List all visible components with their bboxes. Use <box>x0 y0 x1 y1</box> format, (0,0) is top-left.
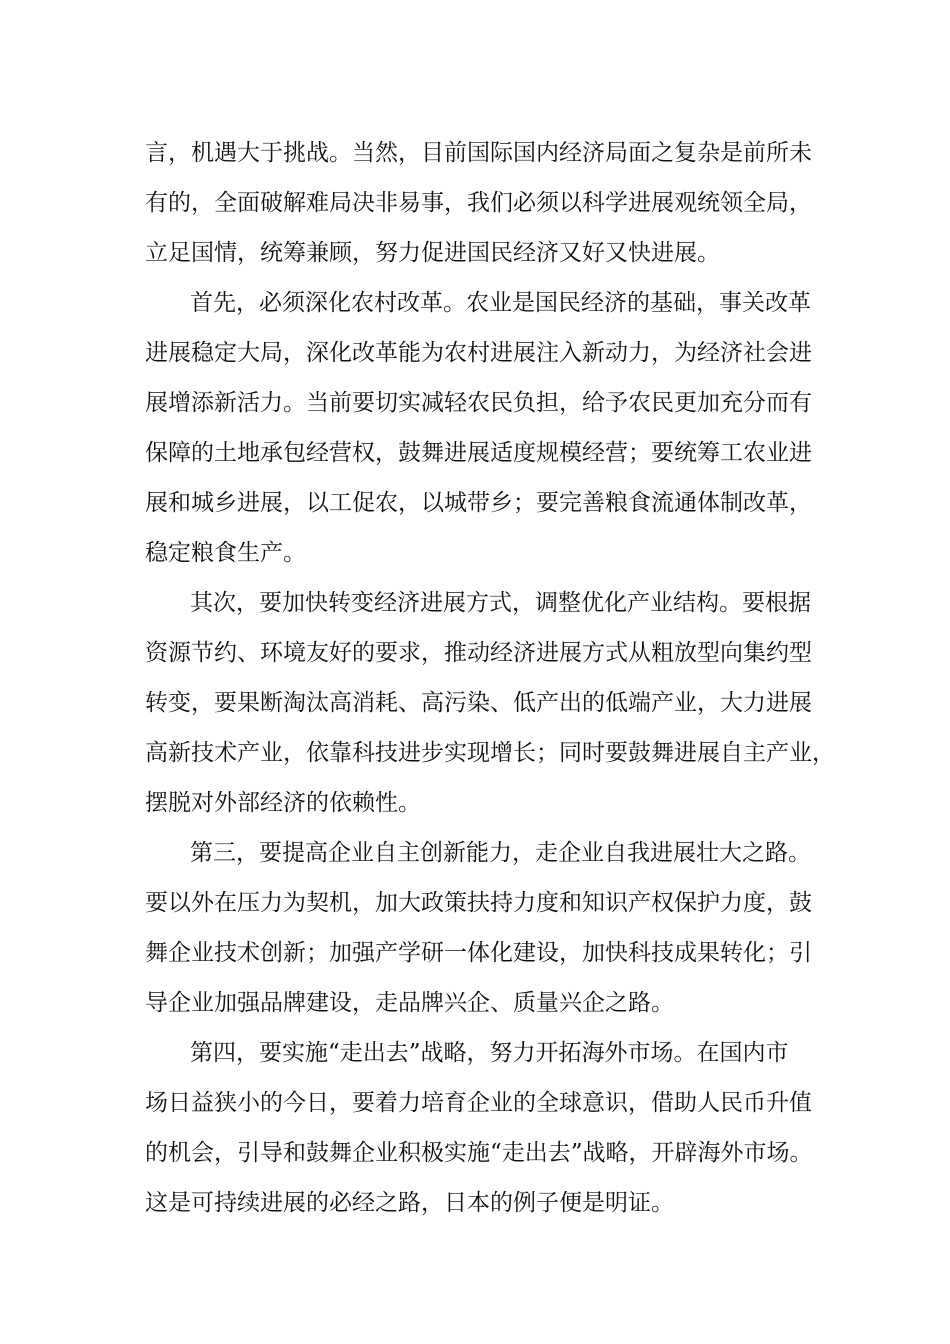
text-line: 场日益狭小的今日，要着力培育企业的全球意识，借助人民币升值 <box>145 1090 812 1116</box>
text-line: 言，机遇大于挑战。当然，目前国际国内经济局面之复杂是前所未 <box>145 140 812 166</box>
text-line: 首先，必须深化农村改革。农业是国民经济的基础，事关改革 <box>190 290 811 316</box>
text-line: 其次，要加快转变经济进展方式，调整优化产业结构。要根据 <box>190 590 811 616</box>
paragraph-going-global <box>145 1028 825 1228</box>
text-line: 高新技术产业，依靠科技进步实现增长；同时要鼓舞进展自主产业， <box>145 740 835 766</box>
paragraph-rural-reform <box>145 278 825 578</box>
text-line: 展和城乡进展，以工促农，以城带乡；要完善粮食流通体制改革， <box>145 490 812 516</box>
document-body <box>145 128 835 1228</box>
paragraph-innovation <box>145 828 825 1028</box>
text-line: 第四，要实施“走出去”战略，努力开拓海外市场。在国内市 <box>190 1040 789 1066</box>
text-line: 保障的土地承包经营权，鼓舞进展适度规模经营；要统筹工农业进 <box>145 440 812 466</box>
text-line: 有的，全面破解难局决非易事，我们必须以科学进展观统领全局， <box>145 190 812 216</box>
paragraph-continuation <box>145 128 825 278</box>
text-line: 导企业加强品牌建设，走品牌兴企、质量兴企之路。 <box>145 990 674 1016</box>
text-line: 稳定粮食生产。 <box>145 540 306 566</box>
text-line: 要以外在压力为契机，加大政策扶持力度和知识产权保护力度，鼓 <box>145 890 812 916</box>
paragraph-economic-transformation <box>145 578 835 828</box>
text-line: 资源节约、环境友好的要求，推动经济进展方式从粗放型向集约型 <box>145 640 812 666</box>
text-line: 展增添新活力。当前要切实减轻农民负担，给予农民更加充分而有 <box>145 390 812 416</box>
text-line: 舞企业技术创新；加强产学研一体化建设，加快科技成果转化；引 <box>145 940 812 966</box>
text-line: 这是可持续进展的必经之路，日本的例子便是明证。 <box>145 1190 674 1216</box>
text-line: 的机会，引导和鼓舞企业积极实施“走出去”战略，开辟海外市场。 <box>145 1140 813 1166</box>
text-line: 第三，要提高企业自主创新能力，走企业自我进展壮大之路。 <box>190 840 811 866</box>
text-line: 进展稳定大局，深化改革能为农村进展注入新动力，为经济社会进 <box>145 340 812 366</box>
text-line: 转变，要果断淘汰高消耗、高污染、低产出的低端产业，大力进展 <box>145 690 812 716</box>
text-line: 立足国情，统筹兼顾，努力促进国民经济又好又快进展。 <box>145 240 720 266</box>
text-line: 摆脱对外部经济的依赖性。 <box>145 790 421 816</box>
